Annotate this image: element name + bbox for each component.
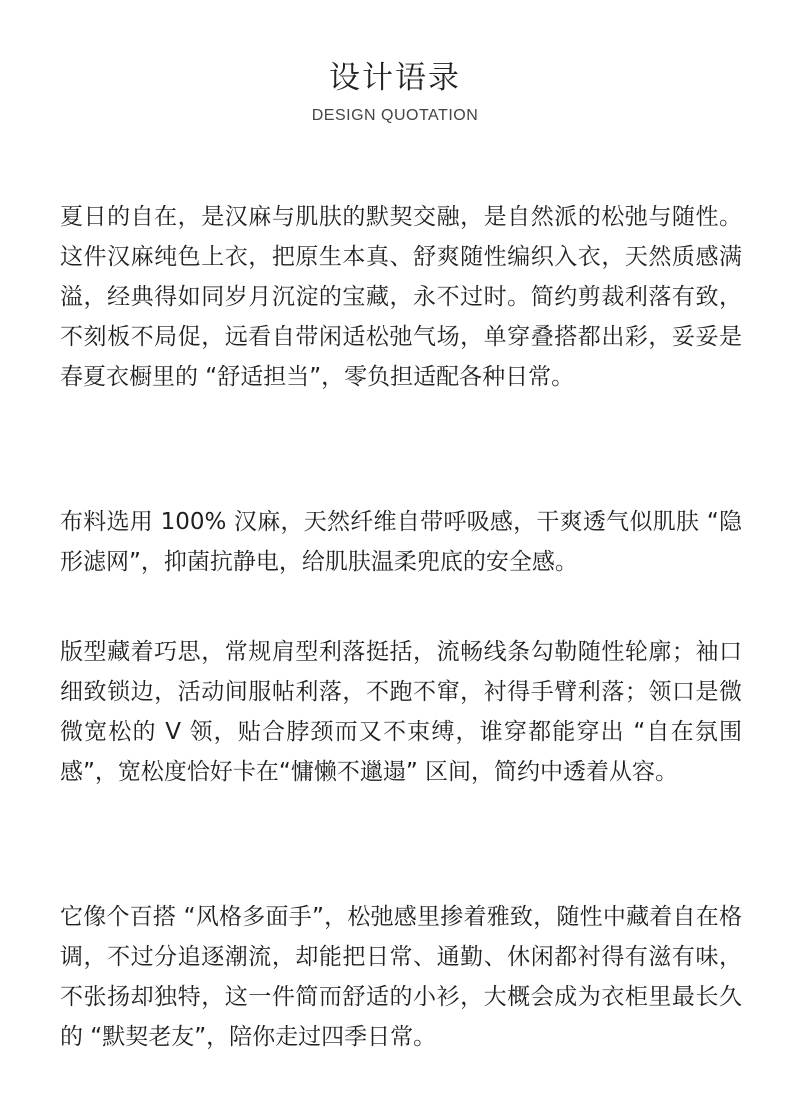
- paragraph-fabric: 布料选用 100% 汉麻，天然纤维自带呼吸感，干爽透气似肌肤 “隐形滤网”，抑菌抗静电，给肌肤温柔兜底的安全感。: [60, 509, 742, 575]
- paragraph-intro: 夏日的自在，是汉麻与肌肤的默契交融，是自然派的松弛与随性。这件汉麻纯色上衣，把原生本真、舒爽随性编织入衣，天然质感满溢，经典得如同岁月沉淀的宝藏，永不过时。简约剪裁利落有致，不刻板不局促，远看自带闲适松弛气场，单穿叠搭都出彩，妥妥是春夏衣橱里的 “舒适担当”，零负担适配各种日常。: [60, 204, 742, 390]
- article-body: [60, 197, 742, 1050]
- paragraph-style: 它像个百搭 “风格多面手”，松弛感里掺着雅致，随性中藏着自在格调，不过分追逐潮流，却能把日常、通勤、休闲都衬得有滋有味，不张扬却独特，这一件简而舒适的小衫，大概会成为衣柜里最长久的 “默契老友”，陪你走过四季日常。: [60, 904, 742, 1050]
- page-header: [0, 58, 790, 126]
- page-subtitle: DESIGN QUOTATION: [311, 107, 479, 124]
- paragraph-fit: 版型藏着巧思，常规肩型利落挺括，流畅线条勾勒随性轮廓；袖口细致锁边，活动间服帖利落，不跑不窜，衬得手臂利落；领口是微微宽松的 V 领，贴合脖颈而又不束缚，谁穿都能穿出 “自在氛围感”，宽松度恰好卡在“慵懒不邋遢” 区间，简约中透着从容。: [60, 639, 742, 785]
- page-title: 设计语录: [329, 60, 461, 96]
